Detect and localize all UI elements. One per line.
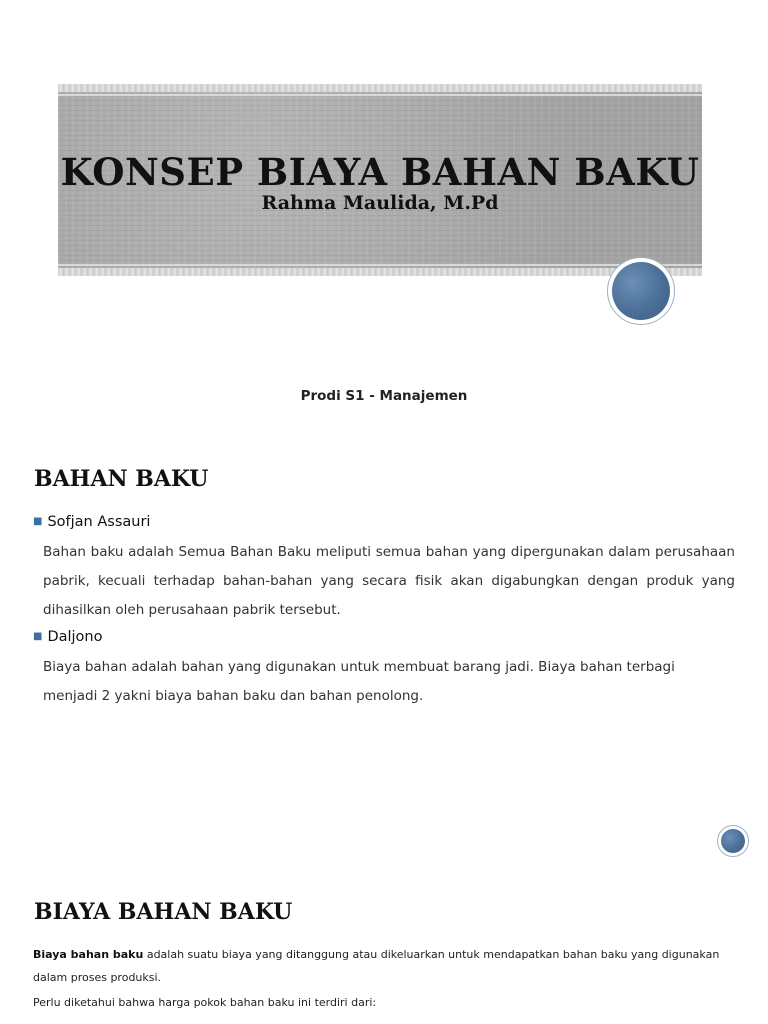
bullet-text-daljono: Biaya bahan adalah bahan yang digunakan untuk membuat barang jadi. Biaya bahan terbagi menjadi 2 yakni biaya bahan baku dan bahan penolong. — [43, 659, 675, 704]
slide-heading: BAHAN BAKU — [34, 466, 209, 492]
banner-bottom-border — [58, 268, 702, 276]
banner-top-line — [58, 94, 702, 96]
definition-text: adalah suatu biaya yang ditanggung atau dikeluarkan untuk mendapatkan bahan baku yang digunakan dalam proses produksi. — [33, 948, 720, 984]
slide-heading: BIAYA BAHAN BAKU — [34, 899, 293, 925]
bullet-item-sofjan — [33, 514, 150, 530]
bullet-text-sofjan: Bahan baku adalah Semua Bahan Baku meliputi semua bahan yang dipergunakan dalam perusahaan pabrik, kecuali terhadap bahan-bahan yang secara fisik akan digabungkan dengan produk yang dihasilkan oleh perusahaan pabrik tersebut. — [43, 544, 735, 618]
banner-top-border — [58, 84, 702, 92]
note-paragraph: Perlu diketahui bahwa harga pokok bahan baku ini terdiri dari: — [33, 996, 377, 1009]
bahan-baku-slide — [0, 430, 768, 875]
bullet-icon: ■ — [33, 516, 43, 527]
decorative-circle-icon — [717, 825, 749, 857]
bullet-item-daljono — [33, 629, 103, 645]
title-banner — [58, 84, 702, 276]
biaya-bahan-baku-slide — [0, 875, 768, 1024]
bold-term: Biaya bahan baku — [33, 948, 144, 961]
slide-subtitle: Prodi S1 - Manajemen — [300, 388, 468, 404]
bullet-icon: ■ — [33, 631, 43, 642]
slide-title: KONSEP BIAYA BAHAN BAKU — [60, 150, 700, 194]
definition-paragraph — [33, 943, 738, 989]
decorative-circle-icon — [607, 257, 675, 325]
title-slide — [0, 0, 768, 430]
banner-bottom-line — [58, 264, 702, 266]
bullet-label: Sofjan Assauri — [47, 514, 151, 530]
bullet-label: Daljono — [47, 629, 103, 645]
slide-author: Rahma Maulida, M.Pd — [261, 192, 499, 214]
